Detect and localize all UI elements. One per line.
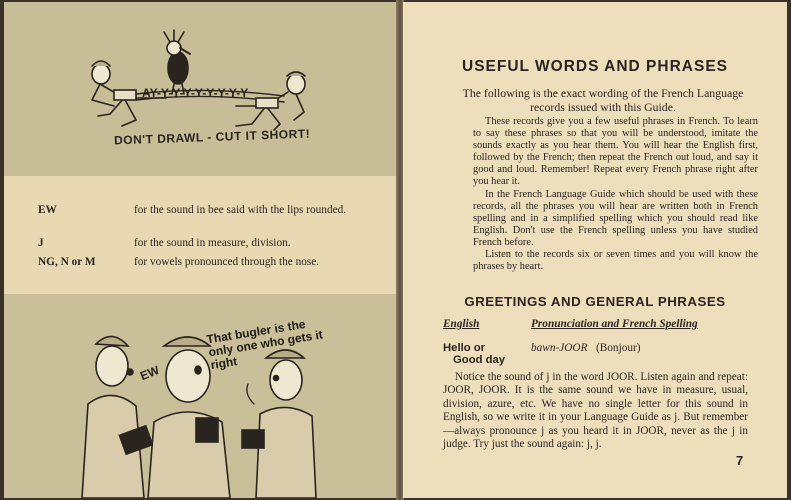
intro-text: The following is the exact wording of the French Language records issued with this Guide.	[462, 86, 744, 114]
notice-paragraph	[443, 371, 748, 451]
notice-text: Notice the sound of j in the word JOOR. Listen again and repeat: JOOR, JOOR. It is the same sound we have in measure, usual, division, azure, etc. We have no single letter for this sound in English, so we write it in your Language Guide as j. But remember—always pronounce j as you heard it in JOOR, never as the j in judge. Try just the sound again: j, j.	[443, 371, 748, 451]
instructions-body	[473, 116, 758, 273]
french-spelling: (Bonjour)	[595, 342, 641, 354]
body-paragraph: These records give you a few useful phrases in French. To learn to say these phrases so that you will be understood, imitate the sounds exactly as you hear them. You will hear the English first, followed by the French; then repeat the French out loud, and say it good and loud. Remember! Repeat every French phrase right after you hear it.	[473, 116, 758, 188]
right-page	[403, 2, 787, 498]
sound-key: NG, N or M	[38, 256, 96, 268]
soldiers-cartoon	[4, 294, 398, 498]
sound-description: for the sound in bee said with the lips rounded.	[134, 204, 347, 216]
page-number: 7	[736, 453, 744, 468]
bottom-illustration-band	[4, 294, 398, 498]
body-paragraph: In the French Language Guide which should be used with these records, all the phrases you will hear are written both in French spelling and in a simplified spelling which you should read like English. Don't use the French spelling unless you have studied French before.	[473, 188, 758, 248]
top-illustration-band	[4, 2, 398, 176]
column-header-pronunciation: Pronunciation and French Spelling	[531, 318, 698, 330]
phrase-english	[443, 342, 505, 366]
sound-key: EW	[38, 204, 57, 216]
body-paragraph: Listen to the records six or seven times and you will know the phrases by heart.	[473, 249, 758, 273]
drawl-text: AY-Y-Y-Y-Y-Y-Y-Y-Y	[142, 86, 249, 100]
left-page	[4, 2, 398, 498]
speech-bubble-text: That bugler is the only one who gets it right	[205, 316, 324, 373]
phrase-english-line: Hello or	[443, 342, 486, 354]
sound-description: for vowels pronounced through the nose.	[134, 256, 320, 268]
page-title: USEFUL WORDS AND PHRASES	[462, 58, 728, 75]
cartoon-caption: DON'T DRAWL - CUT IT SHORT!	[113, 126, 311, 148]
sound-description: for the sound in measure, division.	[134, 237, 291, 249]
sound-row-ng	[38, 255, 358, 269]
column-header-english: English	[443, 318, 480, 330]
sound-row-j	[38, 236, 358, 250]
phrase-pronunciation	[531, 342, 641, 354]
ew-sound-label: EW	[138, 362, 162, 384]
sound-key: J	[38, 237, 44, 249]
section-title: GREETINGS AND GENERAL PHRASES	[464, 294, 726, 309]
phrase-english-line: Good day	[453, 354, 506, 366]
pronunciation-text: bawn-JOOR	[531, 342, 588, 354]
sound-row-ew	[38, 203, 358, 217]
drawl-cartoon	[4, 2, 398, 176]
